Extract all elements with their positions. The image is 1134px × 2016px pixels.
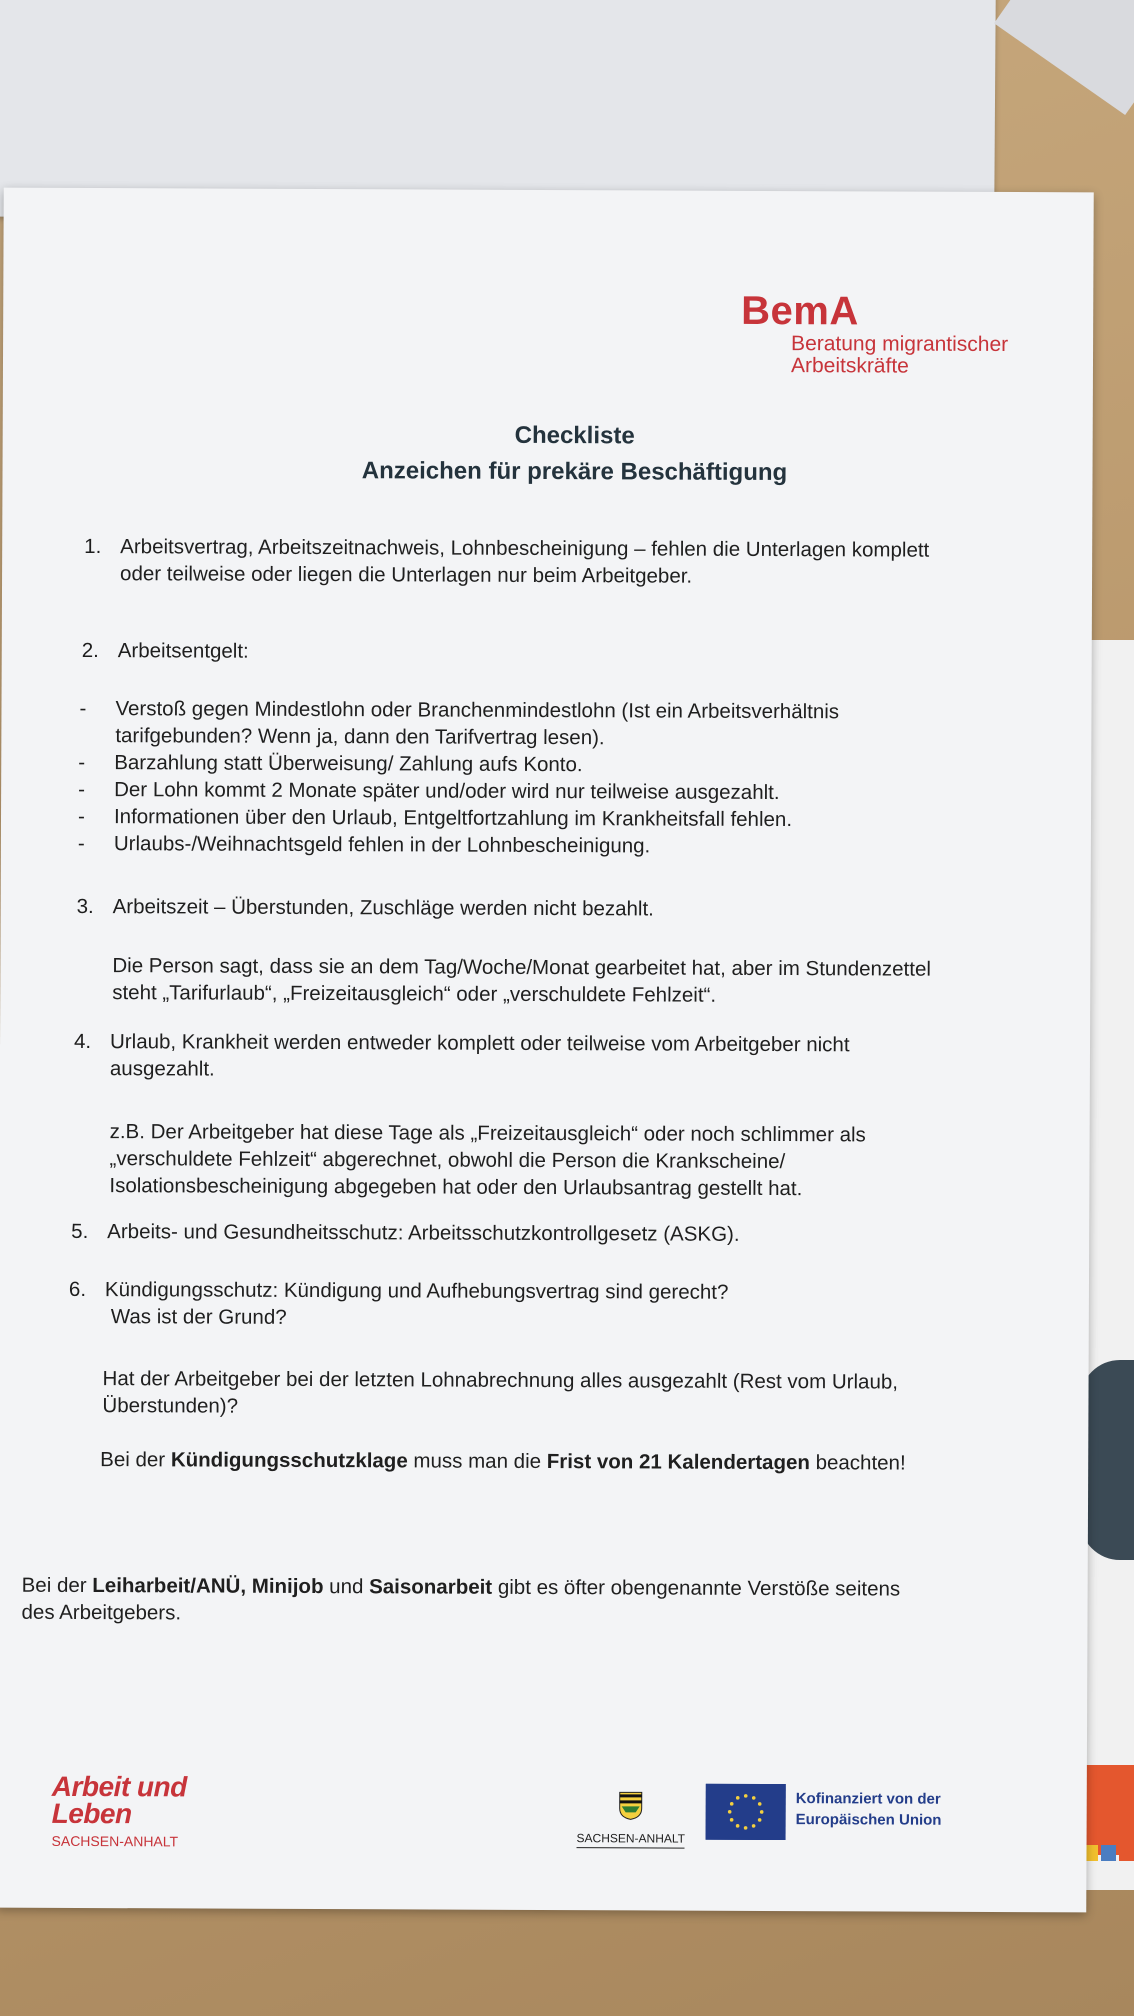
item-6-deadline-note [100, 1446, 906, 1477]
al-logo-line-2: Leben [51, 1797, 132, 1830]
logo-name: BemA [741, 288, 859, 334]
item-4-para-line-3: Isolationsbescheinigung abgegeben hat oder den Urlaubsantrag gestellt hat. [109, 1174, 803, 1201]
item-6-number: 6. [68, 1277, 87, 1301]
deadline-bold-period: Frist von 21 Kalendertagen [546, 1450, 810, 1475]
item-6-heading [105, 1276, 729, 1333]
item-4-paragraph [109, 1118, 866, 1202]
item-3-number: 3. [76, 894, 94, 919]
closing-line-2: des Arbeitgebers. [21, 1600, 182, 1625]
item-3-para-line-1: Die Person sagt, dass sie an dem Tag/Woche/Monat gearbeitet hat, aber im Stundenzettel [112, 954, 932, 981]
item-3-heading: Arbeitszeit – Überstunden, Zuschläge werden nicht bezahlt. [112, 895, 654, 921]
item-3-para-line-2: steht „Tarifurlaub“, „Freizeitausgleich“ oder „verschuldete Fehlzeit“. [112, 981, 717, 1007]
item-4-para-line-1: z.B. Der Arbeitgeber hat diese Tage als „Freizeitausgleich“ oder noch schlimmer als [109, 1120, 866, 1147]
item-4-number: 4. [73, 1029, 92, 1054]
item-2-number: 2. [81, 638, 99, 663]
deadline-text-a: Bei der [100, 1448, 171, 1472]
al-logo-line-1: Arbeit und [51, 1770, 187, 1803]
bullet-line: Verstoß gegen Mindestlohn oder Branchenmindestlohn (Ist ein Arbeitsverhältnis [115, 697, 840, 724]
item-4-para-line-2: „verschuldete Fehlzeit“ abgerechnet, obwohl die Person die Krankscheine/ [109, 1147, 786, 1174]
item-4-line-1: Urlaub, Krankheit werden entweder komplett oder teilweise vom Arbeitgeber nicht [109, 1030, 850, 1057]
closing-text: gibt es öfter obengenannte Verstöße seitens [492, 1575, 901, 1601]
deadline-text-c: muss man die [407, 1449, 547, 1474]
bullet-dash: - [79, 696, 87, 720]
deadline-bold-claim: Kündigungsschutzklage [170, 1448, 408, 1473]
item-2-bullet-4: Informationen über den Urlaub, Entgeltfortzahlung im Krankheitsfall fehlen. [113, 805, 793, 832]
item-6-paragraph [102, 1365, 898, 1422]
closing-text: und [323, 1575, 370, 1599]
bullet-line: tarifgebunden? Wenn ja, dann den Tarifvertrag lesen). [115, 724, 605, 750]
coat-of-arms-icon [618, 1790, 644, 1820]
bullet-dash: - [77, 804, 85, 828]
item-1-line-2: oder teilweise oder liegen die Unterlagen nur beim Arbeitgeber. [120, 562, 693, 588]
item-2-heading: Arbeitsentgelt: [117, 639, 249, 663]
item-5-text: Arbeits- und Gesundheitsschutz: Arbeitsschutzkontrollgesetz (ASKG). [107, 1220, 740, 1246]
bullet-dash: - [77, 831, 85, 855]
eu-text-line-1: Kofinanziert von der [795, 1790, 941, 1808]
arbeit-und-leben-logo [51, 1770, 187, 1850]
bullet-dash: - [78, 777, 86, 801]
closing-bold-1: Leiharbeit/ANÜ, Minijob [92, 1574, 324, 1599]
eu-cofunding-text [796, 1788, 942, 1831]
bullet-dash: - [78, 750, 86, 774]
al-logo-region: SACHSEN-ANHALT [51, 1832, 179, 1850]
eu-flag-icon [706, 1784, 786, 1840]
eu-text-line-2: Europäischen Union [795, 1811, 942, 1829]
item-4-line-2: ausgezahlt. [109, 1057, 215, 1081]
item-2-bullet-3: Der Lohn kommt 2 Monate später und/oder wird nur teilweise ausgezahlt. [114, 778, 780, 805]
item-1-line-1: Arbeitsvertrag, Arbeitszeitnachweis, Lohnbescheinigung – fehlen die Unterlagen komplett [120, 535, 930, 562]
closing-paragraph [21, 1572, 900, 1630]
item-3-paragraph [112, 952, 931, 1010]
item-6-line-1: Kündigungsschutz: Kündigung und Aufhebungsvertrag sind gerecht? [104, 1278, 729, 1304]
sachsen-anhalt-logo [577, 1790, 686, 1848]
item-2-bullet-1 [115, 695, 839, 752]
item-2-bullet-5: Urlaubs-/Weihnachtsgeld fehlen in der Lohnbescheinigung. [113, 832, 651, 858]
item-6-para-line-2: Überstunden)? [102, 1394, 239, 1418]
sa-logo-label: SACHSEN-ANHALT [577, 1831, 686, 1848]
closing-line-1 [22, 1572, 901, 1603]
bema-logo [741, 289, 1008, 378]
item-6-line-2: Was ist der Grund? [110, 1305, 287, 1329]
item-4-heading [110, 1028, 850, 1085]
closing-text: Bei der [21, 1573, 93, 1598]
item-5-number: 5. [71, 1219, 89, 1244]
checklist-document [0, 188, 1094, 1913]
closing-bold-2: Saisonarbeit [369, 1575, 493, 1599]
item-2-bullet-2: Barzahlung statt Überweisung/ Zahlung aufs Konto. [114, 751, 583, 777]
document-title: Checkliste [514, 421, 635, 450]
item-1-text [120, 533, 929, 591]
document-subtitle: Anzeichen für prekäre Beschäftigung [361, 457, 788, 487]
item-1-number: 1. [84, 534, 102, 559]
logo-subtitle-2: Arbeitskräfte [790, 354, 909, 378]
logo-subtitle-1: Beratung migrantischer [791, 332, 1009, 357]
deadline-text-e: beachten! [809, 1451, 906, 1475]
item-6-para-line-1: Hat der Arbeitgeber bei der letzten Lohnabrechnung alles ausgezahlt (Rest vom Urlaub, [102, 1367, 899, 1394]
